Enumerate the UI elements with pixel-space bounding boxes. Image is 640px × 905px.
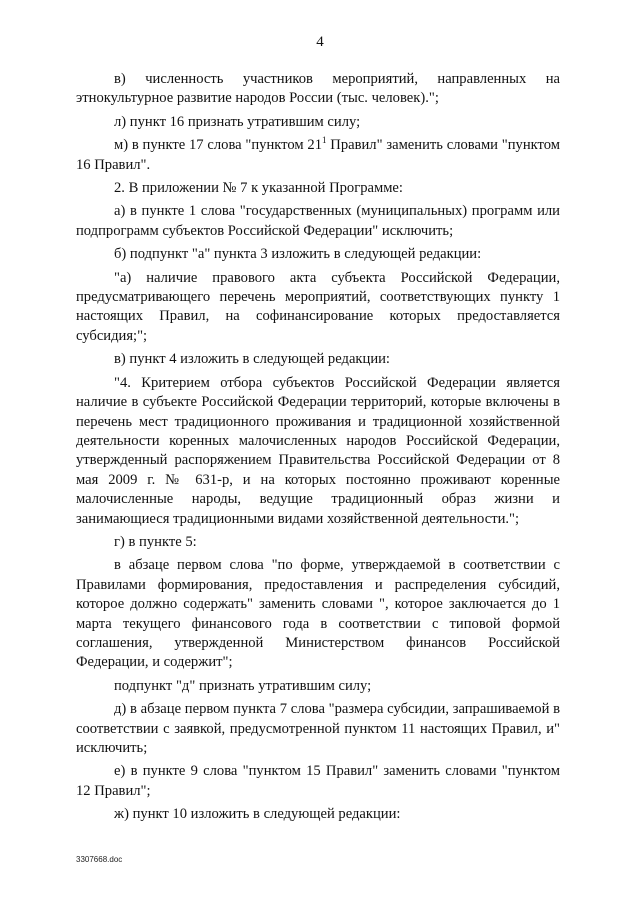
paragraph: е) в пункте 9 слова "пунктом 15 Правил" заменить словами "пунктом 12 Правил";: [76, 763, 560, 799]
document-body: [76, 70, 560, 829]
paragraph-text: Правил" заменить словами "пунктом 16 Правил".: [76, 137, 560, 173]
paragraph: ж) пункт 10 изложить в следующей редакции:: [114, 806, 401, 823]
paragraph: "4. Критерием отбора субъектов Российской Федерации является наличие в субъекте Российской Федерации территорий, которые включены в перечень мест традиционного проживания и традиционной хозяйственной деятельности коренных малочисленных народов Российской Федерации, утвержденный распоряжением Правительства Российской Федерации от 8 мая 2009 г. № 631-р, и на которых постоянно проживают коренные малочисленные народы, ведущие традиционный образ жизни и занимающиеся традиционными видами хозяйственной деятельности.";: [76, 374, 560, 527]
paragraph: в) пункт 4 изложить в следующей редакции:: [114, 351, 390, 368]
paragraph: а) в пункте 1 слова "государственных (муниципальных) программ или подпрограмм субъектов Российской Федерации" исключить;: [76, 203, 560, 239]
paragraph: г) в пункте 5:: [114, 533, 197, 550]
paragraph: 2. В приложении № 7 к указанной Программе:: [114, 180, 403, 197]
paragraph: в абзаце первом слова "по форме, утверждаемой в соответствии с Правилами формирования, предоставления и распределения субсидий, которое должно содержать" заменить словами ", которое заключается до 1 марта текущего финансового года в соответствии с типовой формой соглашения, утвержденной Министерством финансов Российской Федерации, и содержит";: [76, 557, 560, 671]
paragraph: д) в абзаце первом пункта 7 слова "размера субсидии, запрашиваемой в соответствии с заявкой, предусмотренной пунктом 11 настоящих Правил, и" исключить;: [76, 701, 560, 756]
footer-filename: 3307668.doc: [76, 855, 123, 864]
paragraph: в) численность участников мероприятий, направленных на этнокультурное развитие народов России (тыс. человек).";: [76, 71, 560, 107]
page-number: 4: [316, 34, 324, 50]
paragraph: [76, 136, 560, 175]
paragraph: "а) наличие правового акта субъекта Российской Федерации, предусматривающего перечень мероприятий, соответствующих пункту 1 настоящих Правил, на софинансирование которых предоставляется субсидия;";: [76, 269, 560, 344]
paragraph: л) пункт 16 признать утратившим силу;: [114, 113, 361, 130]
paragraph-text: м) в пункте 17 слова "пунктом 21: [114, 137, 322, 154]
superscript: 1: [322, 135, 327, 146]
paragraph: б) подпункт "а" пункта 3 изложить в следующей редакции:: [114, 246, 482, 263]
paragraph: подпункт "д" признать утратившим силу;: [114, 677, 372, 694]
